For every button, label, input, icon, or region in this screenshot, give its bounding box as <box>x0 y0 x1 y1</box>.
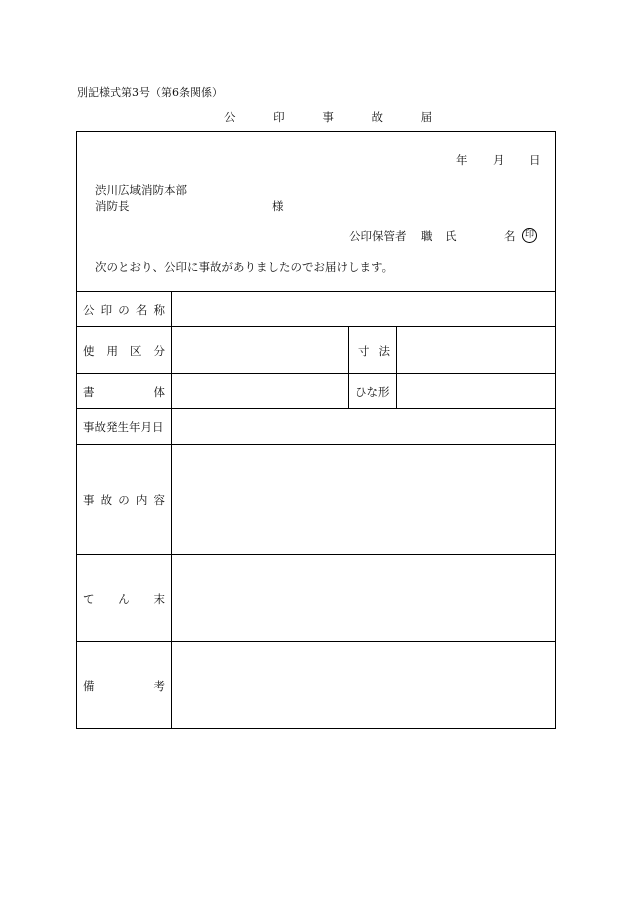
seal-mark-icon: 印 <box>522 228 537 243</box>
usage-category-label: 使 用 区 分 <box>83 344 165 358</box>
typeface-label: 書 体 <box>83 385 165 399</box>
date-year-label: 年 <box>456 153 468 167</box>
addressee-title: 消防長 <box>95 199 130 213</box>
circumstances-label: て ん 末 <box>83 592 165 606</box>
seal-name-field[interactable] <box>172 292 555 326</box>
seal-name-label: 公 印 の 名 称 <box>83 303 165 317</box>
title-char: 公 <box>224 110 238 124</box>
typeface-field[interactable] <box>172 374 348 408</box>
date-month-label: 月 <box>493 153 505 167</box>
document-title <box>224 109 434 125</box>
date-day-label: 日 <box>529 153 541 167</box>
size-label: 寸 法 <box>358 344 390 358</box>
template-label: ひな形 <box>355 385 390 399</box>
accident-date-field[interactable] <box>172 409 555 444</box>
name-label-2: 名 <box>504 229 516 243</box>
remarks-field[interactable] <box>172 642 555 728</box>
name-label-1: 氏 <box>445 229 457 243</box>
statement-text: 次のとおり、公印に事故がありましたのでお届けします。 <box>95 260 394 274</box>
accident-detail-field[interactable] <box>172 445 555 554</box>
custodian-label: 公印保管者 <box>349 229 407 243</box>
addressee-org: 渋川広域消防本部 <box>95 183 187 197</box>
title-char: 故 <box>371 110 385 124</box>
sub-column-divider <box>348 326 349 408</box>
size-field[interactable] <box>397 327 555 373</box>
usage-category-field[interactable] <box>172 327 348 373</box>
accident-detail-label: 事 故 の 内 容 <box>83 493 165 507</box>
circumstances-field[interactable] <box>172 555 555 641</box>
remarks-label: 備 考 <box>83 679 165 693</box>
addressee-honorific: 様 <box>272 199 284 213</box>
template-field[interactable] <box>397 374 555 408</box>
form-frame <box>76 131 556 729</box>
title-char: 印 <box>273 110 287 124</box>
form-number: 別記様式第3号（第6条関係） <box>77 86 223 99</box>
accident-date-label: 事故発生年月日 <box>83 420 164 434</box>
position-label: 職 <box>421 229 433 243</box>
title-char: 届 <box>420 110 435 124</box>
title-char: 事 <box>322 110 336 124</box>
